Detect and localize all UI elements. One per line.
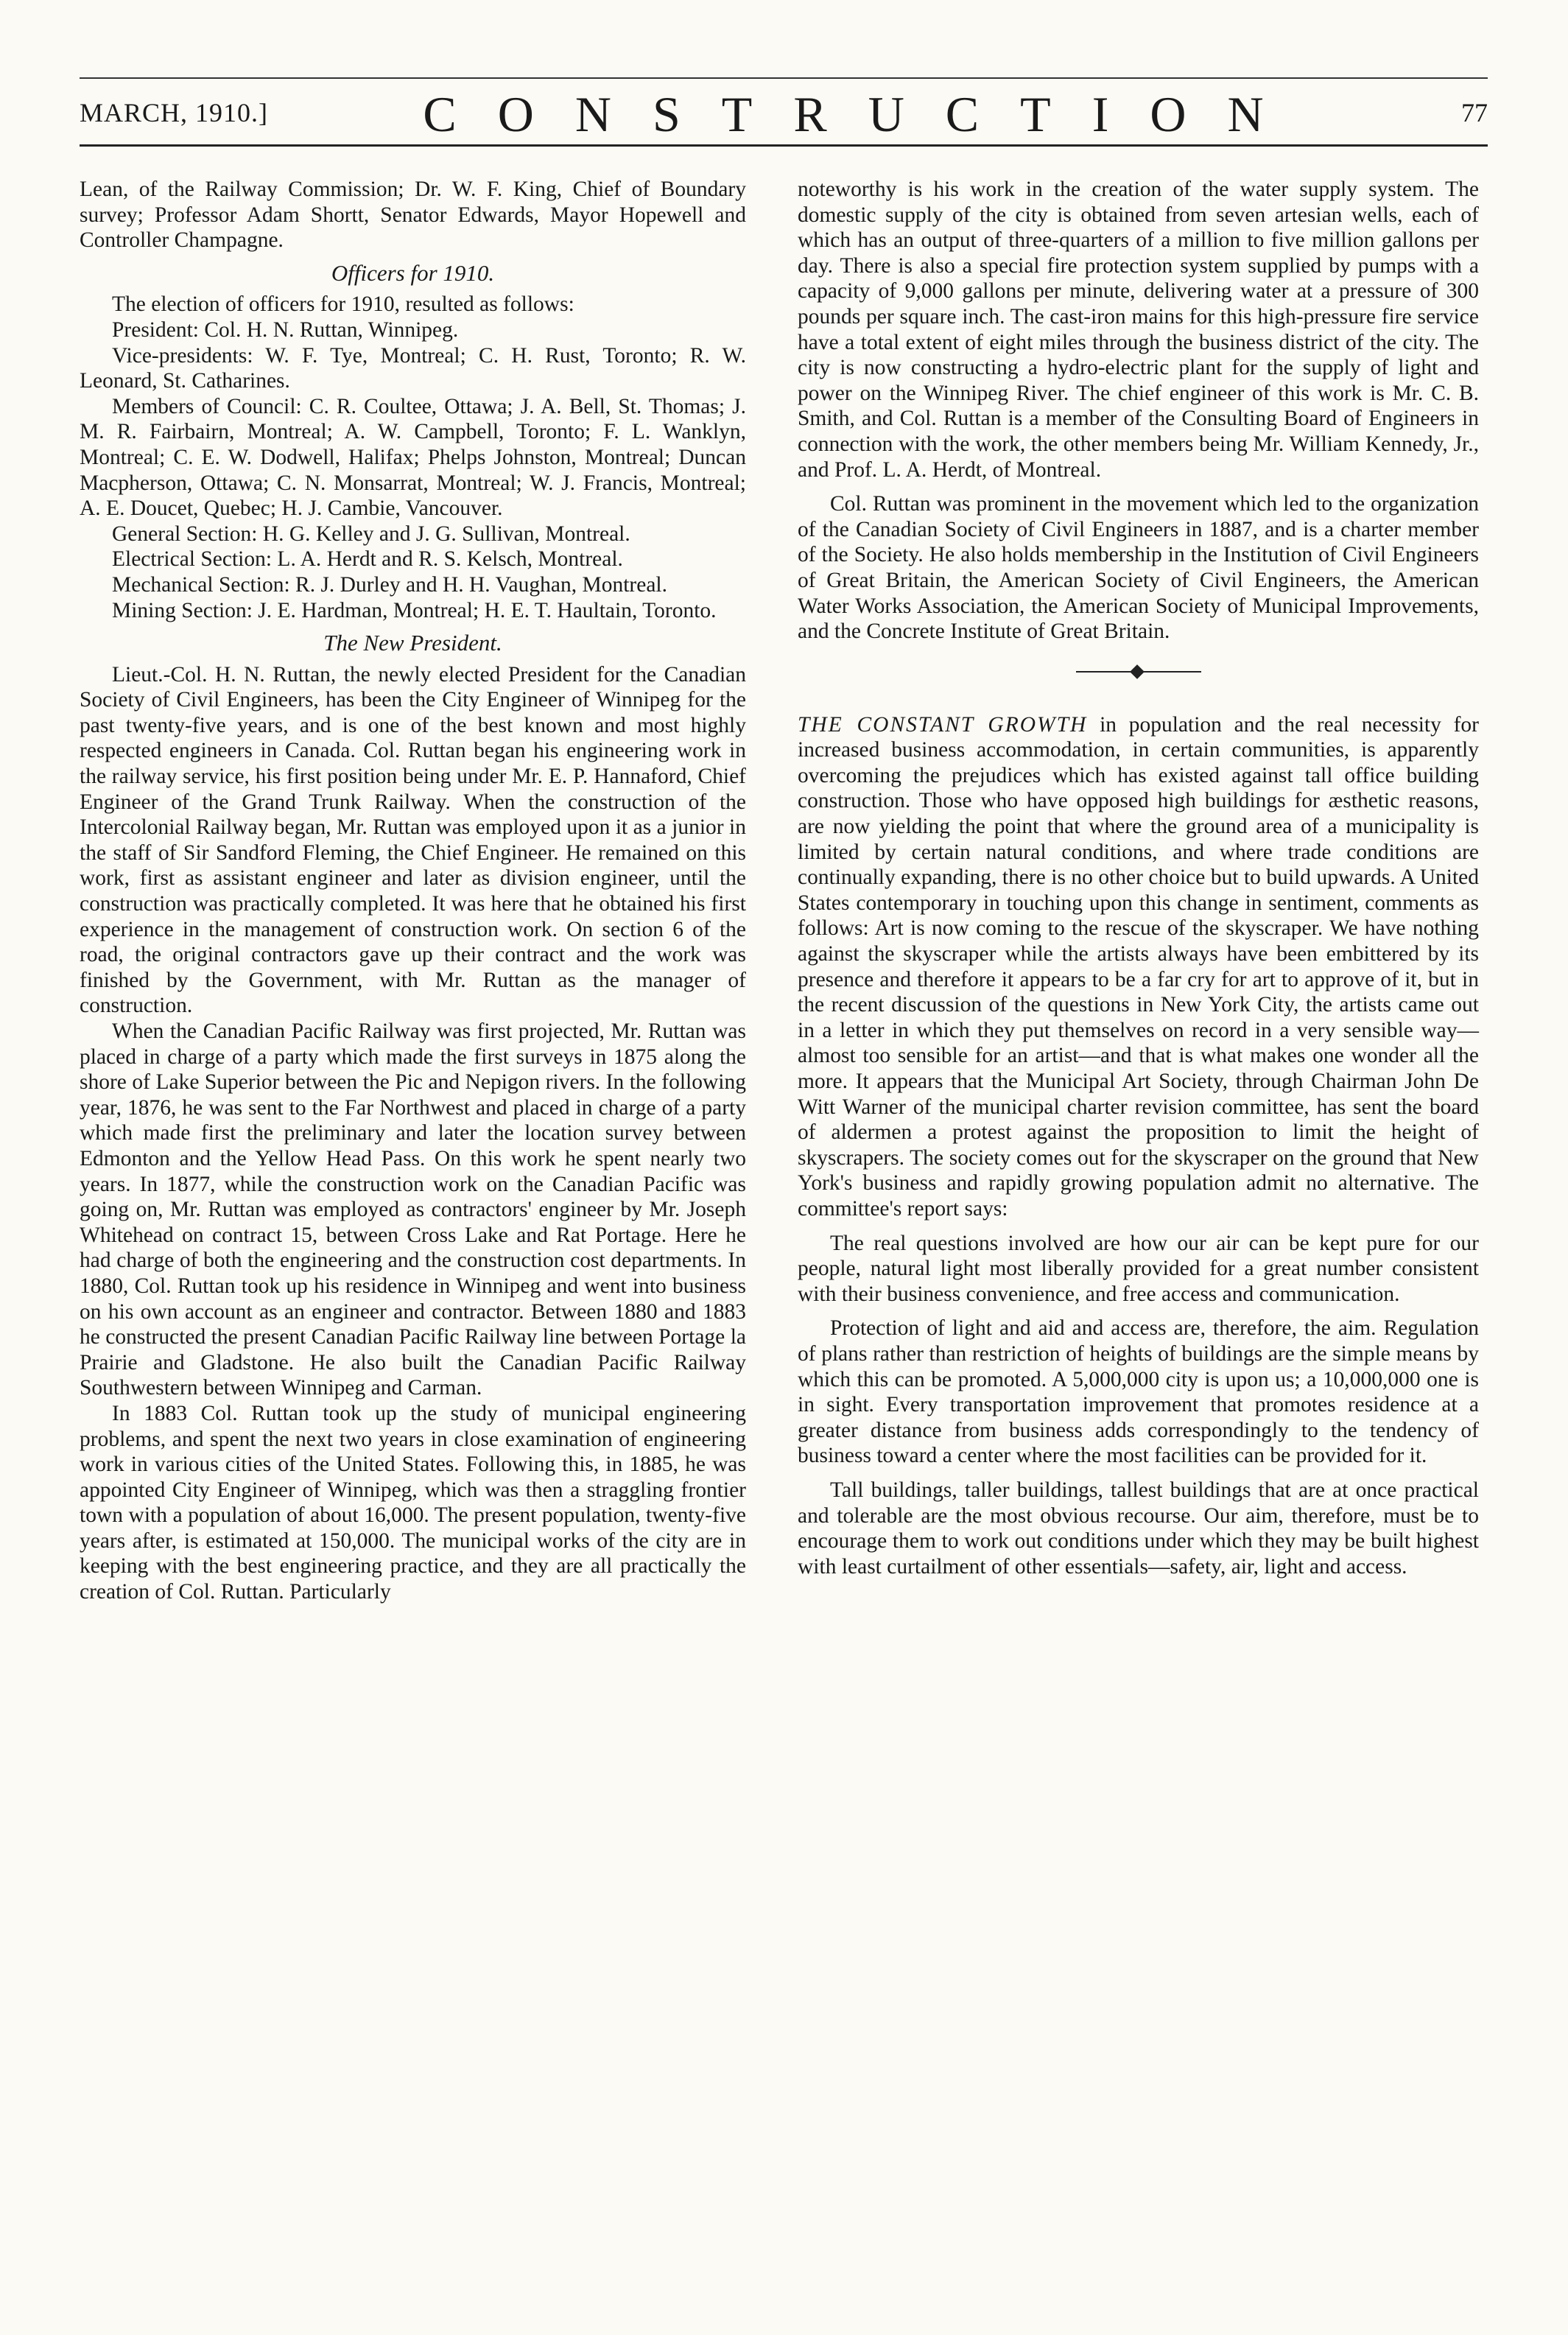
page-number: 77 bbox=[1461, 98, 1488, 127]
paragraph-intro: Lean, of the Railway Commission; Dr. W. F. King, Chief of Boundary survey; Professor Adam Shortt, Senator Edwards, Mayor Hopewell and Controller Champagne. bbox=[80, 178, 746, 253]
paragraph-ruttan-winnipeg: In 1883 Col. Ruttan took up the study of municipal engineering problems, and spent the next two years in close examination of engineering work in various cities of the United States. Following this, in 1885, he was appointed City Engineer of Winnipeg, which was then a straggling frontier town with a population of about 16,000. The present population, twenty-five years after, is estimated at 150,000. The municipal works of the city are in keeping with the best engineering practice, and they are all practically the creation of Col. Ruttan. Particularly bbox=[80, 1401, 746, 1604]
quote-paragraph-1: The real questions involved are how our air can be kept pure for our people, natural light most liberally provided for a great number consistent with their business convenience, and free access and communication. bbox=[798, 1231, 1479, 1306]
paragraph-mining-section: Mining Section: J. E. Hardman, Montreal; H. E. T. Haultain, Toronto. bbox=[112, 598, 717, 622]
paragraph-constant-growth bbox=[798, 712, 1479, 1222]
left-column bbox=[80, 177, 746, 1605]
paragraph-ruttan-career: Lieut.-Col. H. N. Ruttan, the newly elected President for the Canadian Society of Civil Engineers, has been the City Engineer of Winnipeg for the past twenty-five years, and is one of the best known and most highly respected engineers in Canada. Col. Ruttan began his engineering work in the railway service, his first position being under Mr. E. P. Hannaford, Chief Engineer of the Grand Trunk Railway. When the construction of the Intercolonial Railway began, Mr. Ruttan was employed upon it as a junior in the staff of Sir Sandford Fleming, the Chief Engineer. He remained on this work, first as assistant engineer and later as division engineer, until the construction was practically completed. It was here that he obtained his first experience in the management of construction work. On section 6 of the road, the original contractors gave up their contract and the work was finished by the Government, with Mr. Ruttan as the manager of construction. bbox=[80, 662, 746, 1018]
quote-paragraph-3: Tall buildings, taller buildings, tallest buildings that are at once practical and tolerable are the most obvious recourse. Our aim, therefore, must be to encourage them to work out conditions under which they may be built highest with least curtailment of other essentials—safety, air, light and access. bbox=[798, 1478, 1479, 1579]
section-divider-ornament bbox=[1076, 667, 1201, 675]
header-rule-top bbox=[80, 77, 1488, 79]
committee-report-quote bbox=[798, 1231, 1479, 1580]
paragraph-water-supply: noteworthy is his work in the creation of the water supply system. The domestic supply of the city is obtained from seven artesian wells, each of which has an output of three-quarters of a million to five million gallons per day. There is also a special fire protection system supplied by pumps with a capacity of 9,000 gallons per minute, delivering water at a pressure of 300 pounds per square inch. The cast-iron mains for this high-pressure fire service have a total extent of eight miles through the business district of the city. The city is now constructing a hydro-electric plant for the supply of light and power on the Winnipeg River. The chief engineer of this work is Mr. C. B. Smith, and Col. Ruttan is a member of the Consulting Board of Engineers in connection with the work, the other members being Mr. William Kennedy, Jr., and Prof. L. A. Herdt, of Montreal. bbox=[798, 178, 1479, 482]
page-header bbox=[80, 82, 1488, 141]
heading-officers: Officers for 1910. bbox=[331, 259, 495, 286]
paragraph-vice-presidents: Vice-presidents: W. F. Tye, Montreal; C. H. Rust, Toronto; R. W. Leonard, St. Catharines. bbox=[80, 343, 746, 393]
paragraph-ruttan-cpr: When the Canadian Pacific Railway was first projected, Mr. Ruttan was placed in charge of a party which made the first surveys in 1875 along the shore of Lake Superior between the Pic and Nepigon rivers. In the following year, 1876, he was sent to the Far Northwest and placed in charge of a party which made first the preliminary and later the location survey between Edmonton and the Yellow Head Pass. On this work he spent nearly two years. In 1877, while the construction work on the Canadian Pacific was going on, Mr. Ruttan was employed as contractors' engineer by Mr. Joseph Whitehead on contract 15, between Cross Lake and Rat Portage. Here he had charge of both the engineering and the construction cost departments. In 1880, Col. Ruttan took up his residence in Winnipeg and went into business on his own account as an engineer and contractor. Between 1880 and 1883 he constructed the present Canadian Pacific Railway line between Portage la Prairie and Gladstone. He also built the Canadian Pacific Railway Southwestern between Winnipeg and Carman. bbox=[80, 1019, 746, 1400]
issue-date: MARCH, 1910.] bbox=[80, 98, 269, 127]
growth-text: in population and the real necessity for increased business accommodation, in certain communities, is apparently overcoming the prejudices which has existed against tall office building construction. Those who have opposed high buildings for æsthetic reasons, are now yielding the point that where the ground area of a municipality is limited by certain natural conditions, and where trade conditions are continually expanding, there is no other choice but to build upwards. A United States contemporary in touching upon this change in sentiment, comments as follows: Art is now coming to the rescue of the skyscraper. We have nothing against the skyscraper while the artists always have been embittered by its presence and therefore it appears to be a far cry for art to approve of it, but in the recent discussion of the questions in New York City, the artists came out in a letter in which they put themselves on record in a very sensible way—almost too sensible for an artist—and that is what makes one wonder all the more. It appears that the Municipal Art Society, through Chairman John De Witt Warner of the municipal charter revision committee, has sent the board of aldermen a protest against the proposition to limit the height of skyscrapers. The society comes out for the skyscraper on the ground that New York's business and rapidly growing population admit no alternative. The committee's report says: bbox=[798, 712, 1480, 1221]
header-rule-bottom bbox=[80, 144, 1488, 147]
paragraph-election: The election of officers for 1910, resulted as follows: bbox=[112, 292, 574, 317]
quote-paragraph-2: Protection of light and aid and access are, therefore, the aim. Regulation of plans rather than restriction of heights of buildings are the simple means by which this can be promoted. A 5,000,000 city is upon us; a 10,000,000 one is in sight. Every transportation improvement that promotes residence at a greater distance from business adds correspondingly to the tendency of business toward a center where the most facilities can be provided for it. bbox=[798, 1316, 1479, 1468]
paragraph-mechanical-section: Mechanical Section: R. J. Durley and H. H. Vaughan, Montreal. bbox=[112, 572, 667, 597]
paragraph-society-membership: Col. Ruttan was prominent in the movement which led to the organization of the Canadian Society of Civil Engineers in 1887, and is a charter member of the Society. He also holds membership in the Institution of Civil Engineers of Great Britain, the American Society of Civil Engineers, the American Water Works Association, the American Society of Municipal Improvements, and the Concrete Institute of Great Britain. bbox=[798, 492, 1479, 644]
paragraph-president: President: Col. H. N. Ruttan, Winnipeg. bbox=[112, 317, 459, 342]
journal-title: CONSTRUCTION bbox=[423, 86, 1305, 142]
paragraph-council: Members of Council: C. R. Coultee, Ottawa; J. A. Bell, St. Thomas; J. M. R. Fairbairn, Montreal; A. W. Campbell, Toronto; F. L. Wanklyn, Montreal; C. E. W. Dodwell, Halifax; Phelps Johnston, Montreal; Duncan Macpherson, Ottawa; C. N. Monsarrat, Montreal; W. J. Francis, Montreal; A. E. Doucet, Quebec; H. J. Cambie, Vancouver. bbox=[80, 394, 746, 521]
heading-new-president: The New President. bbox=[323, 630, 502, 656]
paragraph-general-section: General Section: H. G. Kelley and J. G. Sullivan, Montreal. bbox=[112, 522, 630, 546]
lead-caps: THE CONSTANT GROWTH bbox=[798, 712, 1088, 737]
paragraph-electrical-section: Electrical Section: L. A. Herdt and R. S. Kelsch, Montreal. bbox=[112, 547, 623, 572]
right-column bbox=[798, 177, 1479, 1579]
